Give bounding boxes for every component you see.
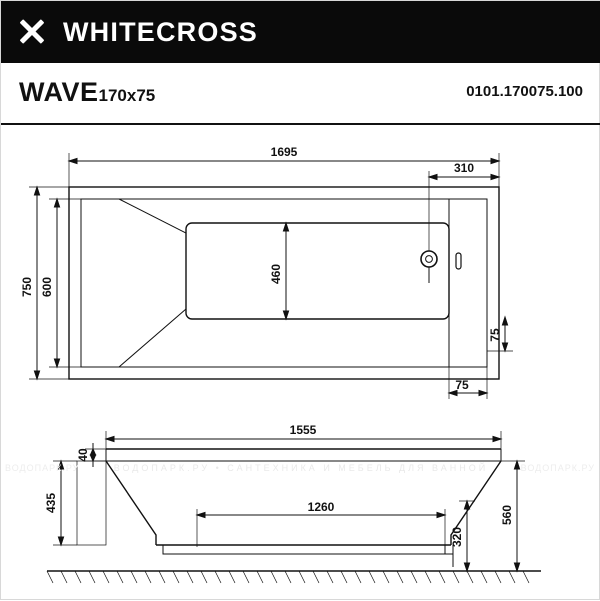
arrow-left-310 [429,174,437,179]
arrow-bottom-320 [464,563,469,571]
watermark-left: ВОДОПАРК.РУ [5,463,79,473]
left-section-block [77,461,106,545]
top-view-plan-drawing [1,125,600,415]
arrow-right-310 [491,174,499,179]
drain-hole-inner-icon [426,256,433,263]
arrow-left-1695 [69,158,77,163]
arrow-top-75r [502,317,507,325]
side-view-section-drawing [1,415,600,601]
dim-label-40: 40 [76,448,90,462]
bowl-taper-outline [119,199,449,367]
article-code: 0101.170075.100 [466,83,583,100]
dim-label-560: 560 [500,505,514,525]
tub-outer-outline [69,187,499,379]
bowl-bottom-outline [186,223,449,319]
arrow-top-320 [464,501,469,509]
arrow-bottom-600 [54,359,59,367]
arrow-bottom-40 [90,455,95,461]
tub-rim-outline [81,199,487,367]
arrow-top-460 [283,223,288,231]
model-name: WAVE [19,77,99,107]
arrow-right-75b [479,390,487,395]
arrow-left-1260 [197,512,205,517]
overflow-slot-icon [456,253,461,269]
drain-hole-icon [421,251,437,267]
dim-label-435: 435 [44,493,58,513]
arrow-right-1555 [493,436,501,441]
dim-label-75-right: 75 [488,328,502,342]
base-plinth [163,545,445,554]
arrow-right-1695 [491,158,499,163]
dim-label-460: 460 [269,264,283,284]
arrow-left-1555 [106,436,114,441]
left-wall-outline [106,461,156,545]
model-size: 170x75 [99,86,156,105]
dim-label-1555: 1555 [290,423,317,437]
watermark-right: ВОДОПАРК.РУ [521,463,595,473]
arrow-top-750 [34,187,39,195]
dim-label-75-bottom: 75 [455,378,469,392]
dim-label-750: 750 [20,277,34,297]
dim-label-1260: 1260 [308,500,335,514]
hatched-floor-icon [47,571,541,583]
arrow-bottom-560 [514,563,519,571]
brand-header [1,1,600,63]
dim-label-1695: 1695 [271,145,298,159]
arrow-bottom-750 [34,371,39,379]
arrow-bottom-460 [283,311,288,319]
x-cross-logo-icon [15,15,49,49]
title-row [1,63,600,125]
dim-label-310: 310 [454,161,474,175]
dim-label-320: 320 [450,527,464,547]
arrow-top-560 [514,461,519,469]
dim-label-600: 600 [40,277,54,297]
arrow-bottom-75r [502,343,507,351]
arrow-top-600 [54,199,59,207]
arrow-bottom-435 [58,537,63,545]
brand-name: WHITECROSS [63,17,258,48]
page-title [19,77,155,108]
watermark-center: ВОДОПАРК.РУ • САНТЕХНИКА И МЕБЕЛЬ ДЛЯ ВАННОЙ [1,463,600,473]
arrow-top-40 [90,449,95,455]
arrow-right-1260 [437,512,445,517]
